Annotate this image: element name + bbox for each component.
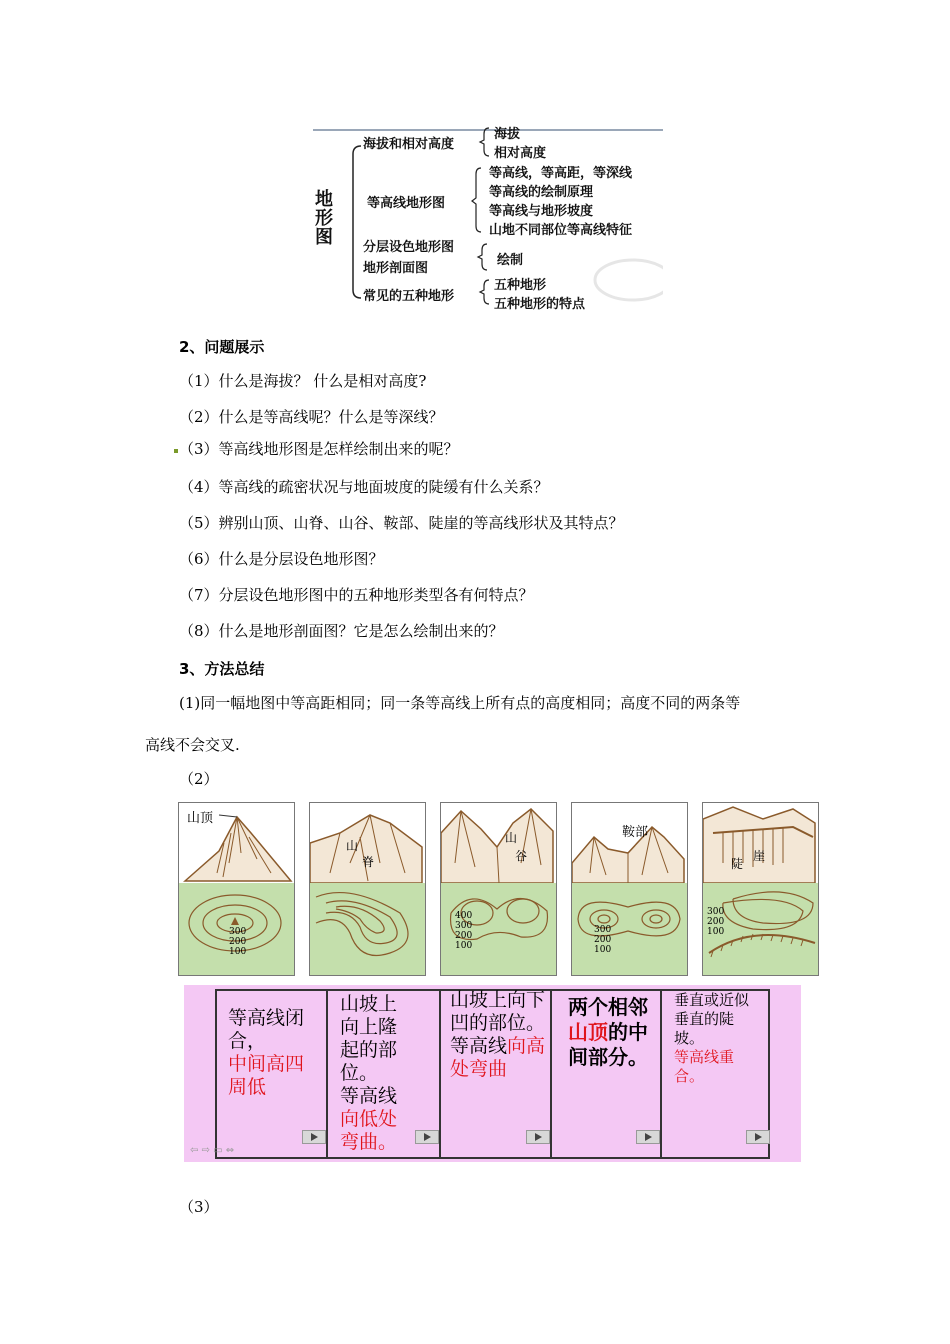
strip-cell-summit <box>228 1007 320 1172</box>
cell4-text-2: 的中间部分。 <box>568 1020 648 1069</box>
mindmap-item-landform-features: 五种地形的特点 <box>494 297 586 312</box>
landform-panel-cliff <box>702 802 819 976</box>
mindmap-branch-altitude: 海拔和相对高度 <box>363 137 455 152</box>
saddle-label-300: 300 <box>594 925 612 935</box>
valley-sketch <box>441 803 556 883</box>
question-4: （4）等高线的疏密状况与地面坡度的陡缓有什么关系？ <box>179 478 549 496</box>
method-para-line1: (1)同一幅地图中等高距相同；同一条等高线上所有点的高度相同；高度不同的两条等 <box>179 694 741 712</box>
saddle-contours <box>572 883 687 975</box>
valley-contour-labels <box>455 911 472 951</box>
landform-panel-valley <box>440 802 557 976</box>
label-cliff-1: 陡 <box>731 857 744 871</box>
cell2-text: 山坡上向上隆起的部位。 <box>340 993 398 1084</box>
saddle-label-200: 200 <box>594 935 612 945</box>
question-7: （7）分层设色地形图中的五种地形类型各有何特点？ <box>179 586 534 604</box>
landform-panel-ridge <box>309 802 426 976</box>
label-ridge-1: 山 <box>346 839 359 853</box>
play-button[interactable] <box>526 1130 550 1144</box>
mindmap-branch-layered-map: 分层设色地形图 <box>363 240 455 255</box>
contour-label-300: 300 <box>229 927 247 937</box>
method-para-line2: 高线不会交叉. <box>145 736 240 754</box>
play-button[interactable] <box>636 1130 660 1144</box>
mindmap-item-relative-height: 相对高度 <box>494 146 547 161</box>
saddle-sketch <box>572 803 687 883</box>
mindmap-item-draw: 绘制 <box>497 253 524 268</box>
strip-divider <box>326 991 328 1157</box>
question-6: （6）什么是分层设色地形图？ <box>179 550 384 568</box>
valley-label-300: 300 <box>455 921 473 931</box>
landform-panel-summit <box>178 802 295 976</box>
cell1-text: 等高线闭合， <box>228 1007 305 1052</box>
question-8: （8）什么是地形剖面图？它是怎么绘制出来的？ <box>179 622 504 640</box>
mindmap-item-contour-4: 山地不同部位等高线特征 <box>489 223 633 238</box>
summary-slide-strip <box>184 985 801 1162</box>
mindmap-figure <box>313 120 663 312</box>
method-item-2: （2） <box>179 770 219 788</box>
mindmap-branch-profile: 地形剖面图 <box>363 261 429 276</box>
cliff-contour-labels <box>707 907 724 937</box>
label-summit: 山顶 <box>187 811 214 826</box>
strip-divider <box>439 991 441 1157</box>
slide-nav-controls[interactable]: ⇦ ⇨ ▭ ⇔ <box>190 1145 235 1156</box>
cell4-red-text: 山顶 <box>568 1020 608 1044</box>
saddle-label-100: 100 <box>594 945 612 955</box>
mindmap-item-contour-1: 等高线，等高距，等深线 <box>489 166 633 181</box>
cell2-red-text: 向低处弯曲。 <box>340 1108 398 1153</box>
cliff-label-100: 100 <box>707 927 725 937</box>
mindmap-item-contour-3: 等高线与地形坡度 <box>489 204 594 219</box>
cell1-red-text: 中间高四周低 <box>228 1053 305 1098</box>
label-valley-1: 山 <box>505 831 518 845</box>
question-5: （5）辨别山顶、山脊、山谷、鞍部、陡崖的等高线形状及其特点？ <box>179 514 624 532</box>
bullet-mark <box>174 449 178 453</box>
contour-label-100: 100 <box>229 947 247 957</box>
cliff-label-200: 200 <box>707 917 725 927</box>
cliff-label-300: 300 <box>707 907 725 917</box>
question-2: （2）什么是等高线呢？什么是等深线？ <box>179 408 444 426</box>
cell3-text-2: 等高线 <box>450 1035 508 1057</box>
ridge-contours <box>310 883 425 975</box>
landform-panel-saddle <box>571 802 688 976</box>
section-heading-questions: 2、问题展示 <box>179 338 265 356</box>
mindmap-branch-landforms: 常见的五种地形 <box>363 289 455 304</box>
valley-label-200: 200 <box>455 931 473 941</box>
cell5-red-text: 等高线重合。 <box>674 1048 735 1085</box>
ridge-sketch <box>310 803 425 883</box>
method-item-3: （3） <box>179 1198 219 1216</box>
mindmap-item-landforms: 五种地形 <box>494 278 547 293</box>
cell3-text: 山坡上向下凹的部位。 <box>450 989 546 1034</box>
mindmap-root: 地形图 <box>315 189 333 248</box>
play-button[interactable] <box>415 1130 439 1144</box>
mindmap-item-altitude: 海拔 <box>494 127 521 142</box>
saddle-contour-labels <box>594 925 611 955</box>
strip-divider <box>660 991 662 1157</box>
summit-contour-labels <box>229 927 246 957</box>
label-cliff-2: 崖 <box>753 849 766 863</box>
play-button[interactable] <box>746 1130 770 1144</box>
cell4-text: 两个相邻 <box>568 995 648 1019</box>
strip-divider <box>550 991 552 1157</box>
cliff-sketch <box>703 803 818 883</box>
play-button[interactable] <box>302 1130 326 1144</box>
cell5-text: 垂直或近似垂直的陡坡。 <box>674 991 750 1047</box>
valley-label-100: 100 <box>455 941 473 951</box>
section-heading-methods: 3、方法总结 <box>179 660 265 678</box>
mindmap-branch-contour-map: 等高线地形图 <box>367 196 446 211</box>
strip-cell-ridge <box>340 993 412 1158</box>
valley-label-400: 400 <box>455 911 473 921</box>
label-valley-2: 谷 <box>515 849 528 863</box>
question-1: （1）什么是海拔？ 什么是相对高度? <box>179 372 427 390</box>
question-3: （3）等高线地形图是怎样绘制出来的呢？ <box>179 440 459 458</box>
cell3-red-text: 向高处弯曲 <box>450 1035 546 1080</box>
cell2-text-2: 等高线 <box>340 1085 398 1107</box>
label-saddle: 鞍部 <box>622 825 649 840</box>
contour-label-200: 200 <box>229 937 247 947</box>
mindmap-item-contour-2: 等高线的绘制原理 <box>489 185 594 200</box>
label-ridge-2: 脊 <box>362 855 375 869</box>
